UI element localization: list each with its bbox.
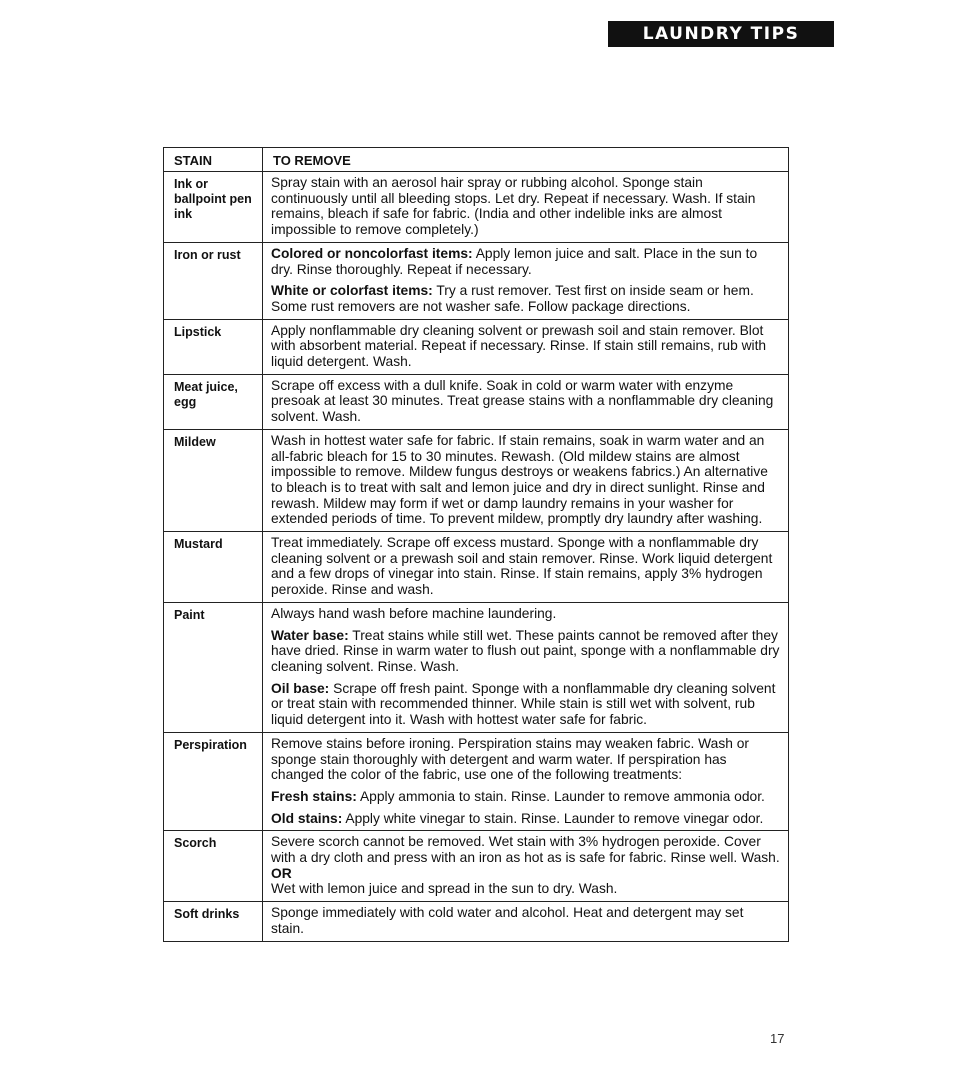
instruction-text: Apply white vinegar to stain. Rinse. Launder to remove vinegar odor. xyxy=(345,810,764,826)
instruction-paragraph xyxy=(271,283,780,314)
section-title: LAUNDRY TIPS xyxy=(642,24,800,44)
column-header-stain: STAIN xyxy=(164,148,263,172)
table-row xyxy=(164,429,789,531)
instruction-paragraph xyxy=(271,736,780,783)
table-row xyxy=(164,532,789,603)
instruction-paragraph xyxy=(271,789,780,805)
removal-instructions xyxy=(263,732,789,831)
instruction-text: Sponge immediately with cold water and alcohol. Heat and detergent may set stain. xyxy=(271,905,744,936)
instruction-text: Always hand wash before machine laundering. xyxy=(271,605,557,621)
table-header-row xyxy=(164,148,789,172)
instruction-paragraph xyxy=(271,535,780,598)
removal-instructions xyxy=(263,172,789,243)
stain-name: Scorch xyxy=(164,831,263,902)
instruction-text: Scrape off fresh paint. Sponge with a nonflammable dry cleaning solvent or treat stain with recommended thinner. While stain is still wet with solvent, rub liquid detergent into it. Wash with hottest water safe for fabric. xyxy=(271,680,776,728)
instruction-paragraph xyxy=(271,881,780,897)
stain-name: Paint xyxy=(164,602,263,732)
instruction-paragraph xyxy=(271,811,780,827)
removal-instructions xyxy=(263,374,789,429)
instruction-paragraph xyxy=(271,628,780,675)
removal-instructions xyxy=(263,429,789,531)
table-row xyxy=(164,602,789,732)
instruction-paragraph xyxy=(271,681,780,728)
instruction-text: Treat stains while still wet. These paints cannot be removed after they have dried. Rinse in warm water to flush out paint, sponge with a nonflammable dry cleaning solvent. Rinse. Wash. xyxy=(271,627,780,674)
stain-name: Mildew xyxy=(164,429,263,531)
stain-removal-table xyxy=(163,147,789,942)
instruction-paragraph xyxy=(271,606,780,622)
instruction-text: Remove stains before ironing. Perspiration stains may weaken fabric. Wash or sponge stain thoroughly with detergent and warm water. If perspiration has changed the color of the fabric, use one of the following treatments: xyxy=(271,735,749,783)
stain-name: Lipstick xyxy=(164,319,263,374)
table-row xyxy=(164,902,789,941)
instruction-paragraph xyxy=(271,905,780,936)
instruction-lead: Oil base: xyxy=(271,680,330,696)
column-header-to-remove: TO REMOVE xyxy=(263,148,789,172)
removal-instructions xyxy=(263,242,789,319)
page-number: 17 xyxy=(770,1031,785,1046)
stain-name: Ink or ballpoint pen ink xyxy=(164,172,263,243)
instruction-text: Scrape off excess with a dull knife. Soak in cold or warm water with enzyme presoak at least 30 minutes. Treat grease stains with a nonflammable dry cleaning solvent. Wash. xyxy=(271,377,774,425)
instruction-text: Wet with lemon juice and spread in the sun to dry. Wash. xyxy=(271,881,618,897)
table-row xyxy=(164,732,789,831)
removal-instructions xyxy=(263,532,789,603)
instruction-text: Spray stain with an aerosol hair spray or rubbing alcohol. Sponge stain continuously until all bleeding stops. Let dry. Repeat if necessary. Wash. If stain remains, bleach if safe for fabric. (India and other indelible inks are almost impossible to remove completely.) xyxy=(271,175,756,238)
instruction-paragraph xyxy=(271,175,780,238)
stain-name: Soft drinks xyxy=(164,902,263,941)
stain-name: Mustard xyxy=(164,532,263,603)
instruction-paragraph xyxy=(271,378,780,425)
table-row xyxy=(164,374,789,429)
table-row xyxy=(164,831,789,902)
instruction-lead: Colored or noncolorfast items: xyxy=(271,245,473,261)
stain-name: Perspiration xyxy=(164,732,263,831)
stain-name: Iron or rust xyxy=(164,242,263,319)
instruction-text: Apply lemon juice and salt. Place in the sun to dry. Rinse thoroughly. Repeat if necessary. xyxy=(271,245,758,277)
instruction-lead: Old stains: xyxy=(271,810,343,826)
instruction-paragraph xyxy=(271,246,780,277)
instruction-text: Apply ammonia to stain. Rinse. Launder to remove ammonia odor. xyxy=(359,788,765,804)
instruction-paragraph xyxy=(271,323,780,370)
table-row xyxy=(164,319,789,374)
removal-instructions xyxy=(263,831,789,902)
section-header xyxy=(608,21,834,47)
removal-instructions xyxy=(263,602,789,732)
removal-instructions xyxy=(263,319,789,374)
instruction-text: Apply nonflammable dry cleaning solvent or prewash soil and stain remover. Blot with absorbent material. Repeat if necessary. Rinse. If stain still remains, rub with liquid detergent. Wash. xyxy=(271,322,767,370)
stain-name: Meat juice, egg xyxy=(164,374,263,429)
table-row xyxy=(164,242,789,319)
instruction-text: Treat immediately. Scrape off excess mustard. Sponge with a nonflammable dry cleaning solvent or a prewash soil and stain remover. Rinse. Work liquid detergent and a few drops of vinegar into stain. Rinse. If stain remains, apply 3% hydrogen peroxide. Rinse and wash. xyxy=(271,535,773,598)
removal-instructions xyxy=(263,902,789,941)
instruction-lead: Water base: xyxy=(271,627,349,643)
instruction-lead: OR xyxy=(271,865,292,881)
instruction-paragraph xyxy=(271,834,780,865)
instruction-lead: White or colorfast items: xyxy=(271,283,433,299)
instruction-text: Wash in hottest water safe for fabric. If stain remains, soak in warm water and an all-fabric bleach for 15 to 30 minutes. Rewash. (Old mildew stains are almost impossible to remove. Mildew fungus destroys or weakens fabrics.) An alternative to bleach is to treat with salt and lemon juice and dry in direct sunlight. Rinse and rewash. Mildew may form if wet or damp laundry remains in your washer for extended periods of time. To prevent mildew, promptly dry laundry after washing. xyxy=(271,432,768,527)
instruction-lead: Fresh stains: xyxy=(271,788,357,804)
instruction-text: Severe scorch cannot be removed. Wet stain with 3% hydrogen peroxide. Cover with a dry cloth and press with an iron as hot as is safe for fabric. Rinse well. Wash. xyxy=(271,834,780,866)
instruction-paragraph xyxy=(271,433,780,527)
instruction-text: Try a rust remover. Test first on inside seam or hem. Some rust removers are not washer safe. Follow package directions. xyxy=(271,283,754,314)
instruction-paragraph xyxy=(271,866,780,882)
table-row xyxy=(164,172,789,243)
